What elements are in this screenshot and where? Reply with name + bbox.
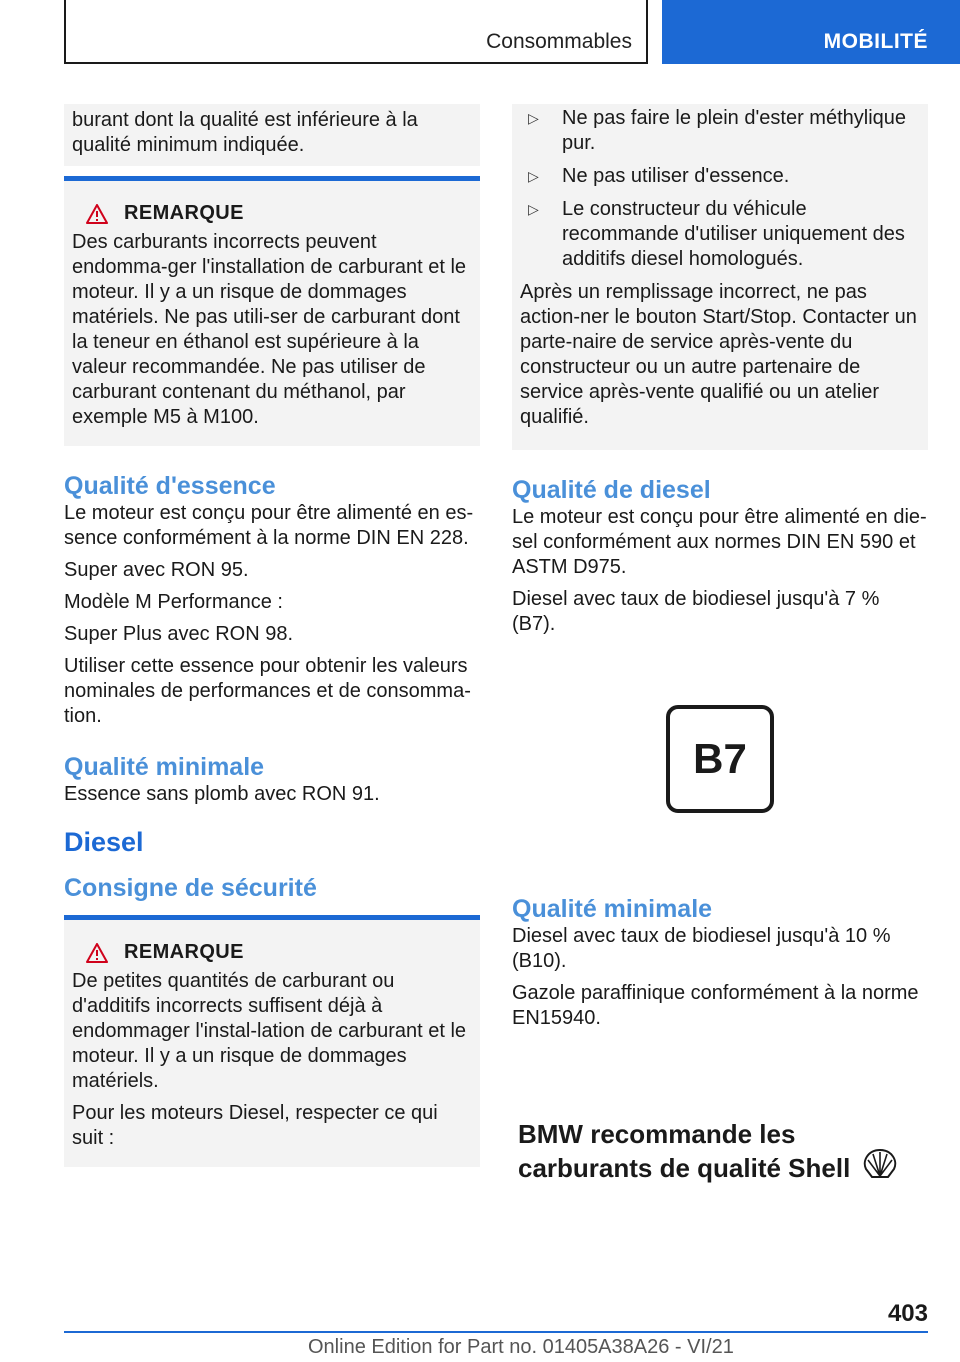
- header-section-box: [64, 0, 648, 64]
- heading-diesel-quality: Qualité de diesel: [512, 476, 711, 504]
- page-number: 403: [887, 1300, 928, 1327]
- note-text: De petites quantités de carburant ou d'additifs incorrects suffisent déjà à endommager l'instal-lation de carburant et le moteur. Il y a un risque de dommages matériels.: [72, 970, 467, 1092]
- paragraph: Essence sans plomb avec RON 91.: [64, 783, 380, 805]
- heading-minimum-quality: Qualité minimale: [64, 753, 265, 781]
- heading-minimum-quality: Qualité minimale: [512, 895, 713, 923]
- diesel-quality-section: [512, 505, 928, 637]
- essence-section: [64, 501, 480, 729]
- note-text: Après un remplissage incorrect, ne pas action-ner le bouton Start/Stop. Contacter un parte-naire de service après-vente du constructeur ou un autre partenaire de service après-vente qualifié ou un atelier qualifié.: [520, 281, 917, 428]
- warning-icon: [86, 943, 108, 963]
- list-item: [520, 106, 920, 156]
- continued-note: [64, 104, 480, 166]
- footer-divider: [64, 1331, 928, 1333]
- b7-fuel-label: B7: [666, 705, 774, 813]
- paragraph: Le moteur est conçu pour être alimenté en es-sence conformément à la norme DIN EN 228.: [64, 502, 474, 549]
- note-continued: [512, 104, 928, 450]
- paragraph: Modèle M Performance :: [64, 591, 283, 613]
- paragraph: Diesel avec taux de biodiesel jusqu'à 10 % (B10).: [512, 925, 891, 972]
- min-diesel-section: [512, 924, 928, 1031]
- header-chapter-tab: [662, 0, 960, 64]
- heading-essence-quality: Qualité d'essence: [64, 472, 276, 500]
- paragraph: Super avec RON 95.: [64, 559, 249, 581]
- warning-icon: [86, 204, 108, 224]
- list-item-text: Le constructeur du véhicule recommande d'utiliser uniquement des additifs diesel homologués.: [562, 198, 905, 270]
- note-box-2: [64, 915, 480, 1167]
- list-item: [520, 197, 920, 272]
- triangle-bullet-icon: ▷: [528, 110, 539, 126]
- list-item-text: Ne pas faire le plein d'ester méthylique pur.: [562, 107, 907, 154]
- shell-logo-icon: [862, 1147, 898, 1179]
- list-item-text: Ne pas utiliser d'essence.: [562, 165, 790, 187]
- note-box-1: [64, 176, 480, 446]
- note-title: REMARQUE: [124, 941, 244, 963]
- list-item: [520, 164, 920, 189]
- left-column: [64, 104, 480, 1167]
- footer-edition: Online Edition for Part no. 01405A38A26 - VI/21: [308, 1336, 734, 1358]
- b7-symbol-wrap: [512, 705, 928, 813]
- note-header: [72, 940, 472, 965]
- note-title: REMARQUE: [124, 202, 244, 224]
- header-chapter-label: MOBILITÉ: [823, 30, 928, 53]
- shell-line-1: BMW recommande les: [518, 1119, 796, 1149]
- continued-text: burant dont la qualité est inférieure à la qualité minimum indiquée.: [72, 109, 418, 156]
- paragraph: Diesel avec taux de biodiesel jusqu'à 7 % (B7).: [512, 588, 880, 635]
- note-text: Pour les moteurs Diesel, respecter ce qui suit :: [72, 1102, 438, 1149]
- paragraph: Utiliser cette essence pour obtenir les valeurs nominales de performances et de consomma-tion.: [64, 655, 471, 727]
- note-text: Des carburants incorrects peuvent endomma-ger l'installation de carburant et le moteur. Il y a un risque de dommages matériels. Ne pas utili-ser de carburant dont la teneur en éthanol est supérieure à la valeur recommandée. Ne pas utiliser de carburant contenant du méthanol, par exemple M5 à M100.: [72, 231, 467, 428]
- paragraph: Le moteur est conçu pour être alimenté en die-sel conformément aux normes DIN EN 590 et ASTM D975.: [512, 506, 927, 578]
- paragraph: Gazole paraffinique conformément à la norme EN15940.: [512, 982, 919, 1029]
- shell-recommendation: [512, 1117, 928, 1185]
- heading-safety: Consigne de sécurité: [64, 874, 317, 902]
- right-column: [512, 104, 928, 1185]
- triangle-bullet-icon: ▷: [528, 201, 539, 217]
- shell-line-2: carburants de qualité Shell: [518, 1153, 851, 1183]
- note-header: [72, 201, 472, 226]
- shell-recommendation-text: [518, 1117, 850, 1185]
- heading-diesel: Diesel: [64, 827, 144, 857]
- header-section-title: Consommables: [486, 30, 632, 53]
- paragraph: Super Plus avec RON 98.: [64, 623, 293, 645]
- triangle-bullet-icon: ▷: [528, 168, 539, 184]
